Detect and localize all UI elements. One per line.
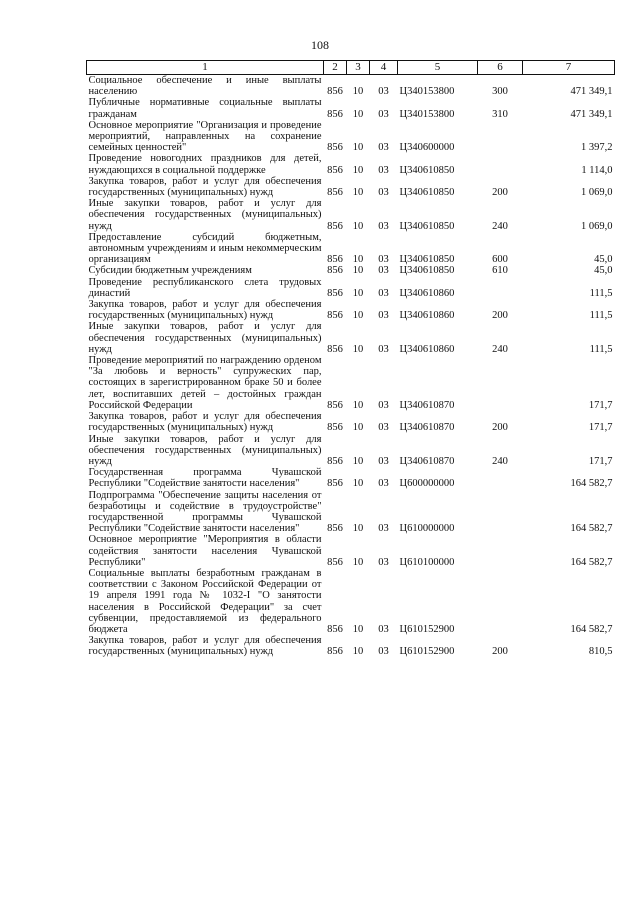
row-section: 10: [352, 646, 364, 658]
row-section: 10: [352, 556, 364, 568]
row-subsection: 03: [378, 287, 389, 299]
row-amount: 45,0: [594, 265, 613, 277]
row-target-article: Ц340610850: [399, 187, 455, 199]
row-expense-type: 240: [492, 455, 508, 467]
row-expense-type: [478, 534, 523, 568]
row-target-article: Ц340610850: [399, 265, 455, 277]
row-name: Основное мероприятие "Организация и проведение мероприятий, направленных на сохранение семейных ценностей": [88, 119, 322, 154]
row-name: Проведение новогодних праздников для детей, нуждающихся в социальной поддержке: [88, 153, 322, 176]
row-section: 10: [352, 399, 364, 411]
row-section: 10: [352, 343, 364, 355]
table-row: [87, 265, 615, 276]
table-row: [87, 153, 615, 175]
row-subsection: 03: [378, 646, 389, 658]
row-amount: 111,5: [589, 343, 613, 355]
row-subsection: 03: [378, 265, 389, 277]
row-admin-code: 856: [327, 399, 343, 411]
row-subsection: 03: [378, 254, 389, 266]
table-row: [87, 75, 615, 98]
row-target-article: Ц610100000: [399, 556, 455, 568]
row-target-article: Ц340153800: [399, 86, 455, 98]
row-section: 10: [352, 254, 364, 266]
header-col-1: 1: [87, 61, 324, 75]
row-expense-type: [478, 277, 523, 299]
row-section: 10: [352, 187, 364, 199]
row-section: 10: [352, 108, 364, 120]
row-expense-type: 310: [492, 108, 508, 120]
row-subsection: 03: [378, 142, 389, 154]
table-row: [87, 635, 615, 657]
row-amount: 164 582,7: [570, 556, 613, 568]
header-col-2: 2: [324, 61, 347, 75]
budget-table: [86, 60, 615, 658]
table-row: [87, 232, 615, 266]
row-name: Публичные нормативные социальные выплаты гражданам: [88, 97, 322, 120]
row-subsection: 03: [378, 220, 389, 232]
table-row: [87, 355, 615, 411]
row-target-article: Ц340610850: [399, 220, 455, 232]
row-amount: 1 069,0: [581, 187, 613, 199]
row-subsection: 03: [378, 478, 389, 490]
row-target-article: Ц340153800: [399, 108, 455, 120]
row-section: 10: [352, 422, 364, 434]
row-name: Основное мероприятие "Мероприятия в области содействия занятости населения Чувашской Республики": [88, 534, 322, 568]
row-target-article: Ц340610860: [399, 310, 455, 322]
row-name: Закупка товаров, работ и услуг для обеспечения государственных (муниципальных) нужд: [88, 635, 322, 658]
row-target-article: Ц610152900: [399, 646, 455, 658]
row-expense-type: [478, 490, 523, 535]
row-subsection: 03: [378, 399, 389, 411]
row-admin-code: 856: [327, 164, 343, 176]
header-col-6: 6: [478, 61, 523, 75]
row-target-article: Ц340610870: [399, 422, 455, 434]
row-name: Закупка товаров, работ и услуг для обеспечения государственных (муниципальных) нужд: [88, 299, 322, 322]
row-subsection: 03: [378, 187, 389, 199]
row-name: Предоставление субсидий бюджетным, автономным учреждениям и иным некоммерческим организациям: [88, 231, 322, 266]
row-target-article: Ц340610870: [399, 399, 455, 411]
row-name: Закупка товаров, работ и услуг для обеспечения государственных (муниципальных) нужд: [88, 175, 322, 199]
row-amount: 810,5: [588, 646, 613, 658]
table-row: [87, 490, 615, 535]
table-row: [87, 277, 615, 299]
row-name: Иные закупки товаров, работ и услуг для обеспечения государственных (муниципальных) нужд: [88, 433, 322, 467]
table-row: [87, 411, 615, 433]
row-expense-type: 300: [492, 86, 508, 98]
row-amount: 164 582,7: [570, 623, 613, 635]
row-section: 10: [352, 455, 364, 467]
row-name: Социальное обеспечение и иные выплаты населению: [88, 75, 322, 98]
row-name: Иные закупки товаров, работ и услуг для обеспечения государственных (муниципальных) нужд: [88, 198, 322, 232]
row-amount: 164 582,7: [570, 523, 613, 535]
row-subsection: 03: [378, 343, 389, 355]
table-row: [87, 176, 615, 198]
row-section: 10: [352, 265, 364, 277]
row-subsection: 03: [378, 164, 389, 176]
row-expense-type: [478, 120, 523, 154]
row-section: 10: [352, 220, 364, 232]
row-expense-type: 240: [492, 220, 508, 232]
row-expense-type: 200: [492, 422, 508, 434]
table-row: [87, 97, 615, 119]
table-row: [87, 321, 615, 355]
row-name: Социальные выплаты безработным гражданам в соответствии с Законом Российской Федерации от 19 апреля 1991 года № 1032-I "О занятости населения в Российской Федерации" за счет субвенции, предоставляемой из федерального бюджета: [88, 567, 322, 635]
table-row: [87, 299, 615, 321]
row-amount: 164 582,7: [570, 478, 613, 490]
row-name: Иные закупки товаров, работ и услуг для обеспечения государственных (муниципальных) нужд: [88, 321, 322, 355]
row-expense-type: 600: [492, 254, 508, 266]
table-row: [87, 120, 615, 154]
row-admin-code: 856: [327, 343, 343, 355]
row-admin-code: 856: [327, 220, 343, 232]
table-body: [87, 75, 615, 658]
row-target-article: Ц340610860: [399, 343, 455, 355]
row-admin-code: 856: [327, 142, 343, 154]
row-subsection: 03: [378, 523, 389, 535]
row-target-article: Ц340610850: [399, 164, 455, 176]
header-col-3: 3: [347, 61, 370, 75]
row-section: 10: [352, 142, 364, 154]
row-name: Проведение мероприятий по награждению орденом "За любовь и верность" супружеских пар, состоящих в зарегистрированном браке 50 и более лет, воспитавших детей – достойных граждан Российской Федерации: [88, 355, 322, 411]
row-section: 10: [352, 86, 364, 98]
row-expense-type: [478, 467, 523, 489]
header-col-7: 7: [523, 61, 615, 75]
row-amount: 171,7: [588, 422, 613, 434]
header-col-4: 4: [370, 61, 398, 75]
row-section: 10: [352, 623, 364, 635]
row-admin-code: 856: [327, 556, 343, 568]
row-target-article: Ц340610870: [399, 455, 455, 467]
row-admin-code: 856: [327, 108, 343, 120]
row-section: 10: [352, 310, 364, 322]
row-section: 10: [352, 287, 364, 299]
row-expense-type: 200: [492, 646, 508, 658]
row-subsection: 03: [378, 422, 389, 434]
table-row: [87, 568, 615, 635]
row-expense-type: 240: [492, 343, 508, 355]
row-target-article: Ц340610860: [399, 287, 455, 299]
row-amount: 111,5: [589, 310, 613, 322]
row-subsection: 03: [378, 623, 389, 635]
row-expense-type: 200: [492, 310, 508, 322]
row-amount: 1 397,2: [581, 142, 613, 154]
row-admin-code: 856: [327, 422, 343, 434]
row-section: 10: [352, 478, 364, 490]
row-expense-type: [478, 355, 523, 411]
row-subsection: 03: [378, 556, 389, 568]
row-name: Подпрограмма "Обеспечение защиты населения от безработицы и содействие в трудоустройстве" государственной программы Чувашской Республики "Содействие занятости населения": [88, 489, 322, 535]
row-section: 10: [352, 523, 364, 535]
row-name: Государственная программа Чувашской Республики "Содействие занятости населения": [88, 467, 322, 490]
row-target-article: Ц340600000: [399, 142, 455, 154]
page-number: 108: [311, 38, 329, 52]
table-row: [87, 467, 615, 489]
header-row: [87, 61, 615, 75]
row-admin-code: 856: [327, 254, 343, 266]
row-subsection: 03: [378, 108, 389, 120]
row-target-article: Ц600000000: [399, 478, 455, 490]
row-amount: 171,7: [588, 455, 613, 467]
row-admin-code: 856: [327, 187, 343, 199]
row-admin-code: 856: [327, 523, 343, 535]
row-subsection: 03: [378, 86, 389, 98]
row-admin-code: 856: [327, 287, 343, 299]
row-target-article: Ц610152900: [399, 623, 455, 635]
row-expense-type: [478, 568, 523, 635]
row-amount: 471 349,1: [570, 108, 613, 120]
row-name: Закупка товаров, работ и услуг для обеспечения государственных (муниципальных) нужд: [88, 411, 322, 434]
row-expense-type: [478, 153, 523, 175]
row-amount: 45,0: [594, 254, 613, 266]
table-row: [87, 434, 615, 468]
row-amount: 171,7: [588, 399, 613, 411]
table-row: [87, 534, 615, 568]
row-amount: 1 069,0: [581, 220, 613, 232]
row-admin-code: 856: [327, 455, 343, 467]
table-row: [87, 198, 615, 232]
row-admin-code: 856: [327, 310, 343, 322]
row-name: Субсидии бюджетным учреждениям: [88, 265, 252, 277]
row-subsection: 03: [378, 310, 389, 322]
row-admin-code: 856: [327, 646, 343, 658]
row-admin-code: 856: [327, 478, 343, 490]
row-expense-type: 610: [492, 265, 508, 277]
row-admin-code: 856: [327, 86, 343, 98]
row-admin-code: 856: [327, 623, 343, 635]
header-col-5: 5: [398, 61, 478, 75]
row-amount: 111,5: [589, 287, 613, 299]
row-target-article: Ц340610850: [399, 254, 455, 266]
row-amount: 1 114,0: [581, 164, 613, 176]
row-name: Проведение республиканского слета трудовых династий: [88, 276, 322, 299]
row-admin-code: 856: [327, 265, 343, 277]
row-amount: 471 349,1: [570, 86, 613, 98]
row-section: 10: [352, 164, 364, 176]
row-subsection: 03: [378, 455, 389, 467]
row-target-article: Ц610000000: [399, 523, 455, 535]
row-expense-type: 200: [492, 187, 508, 199]
